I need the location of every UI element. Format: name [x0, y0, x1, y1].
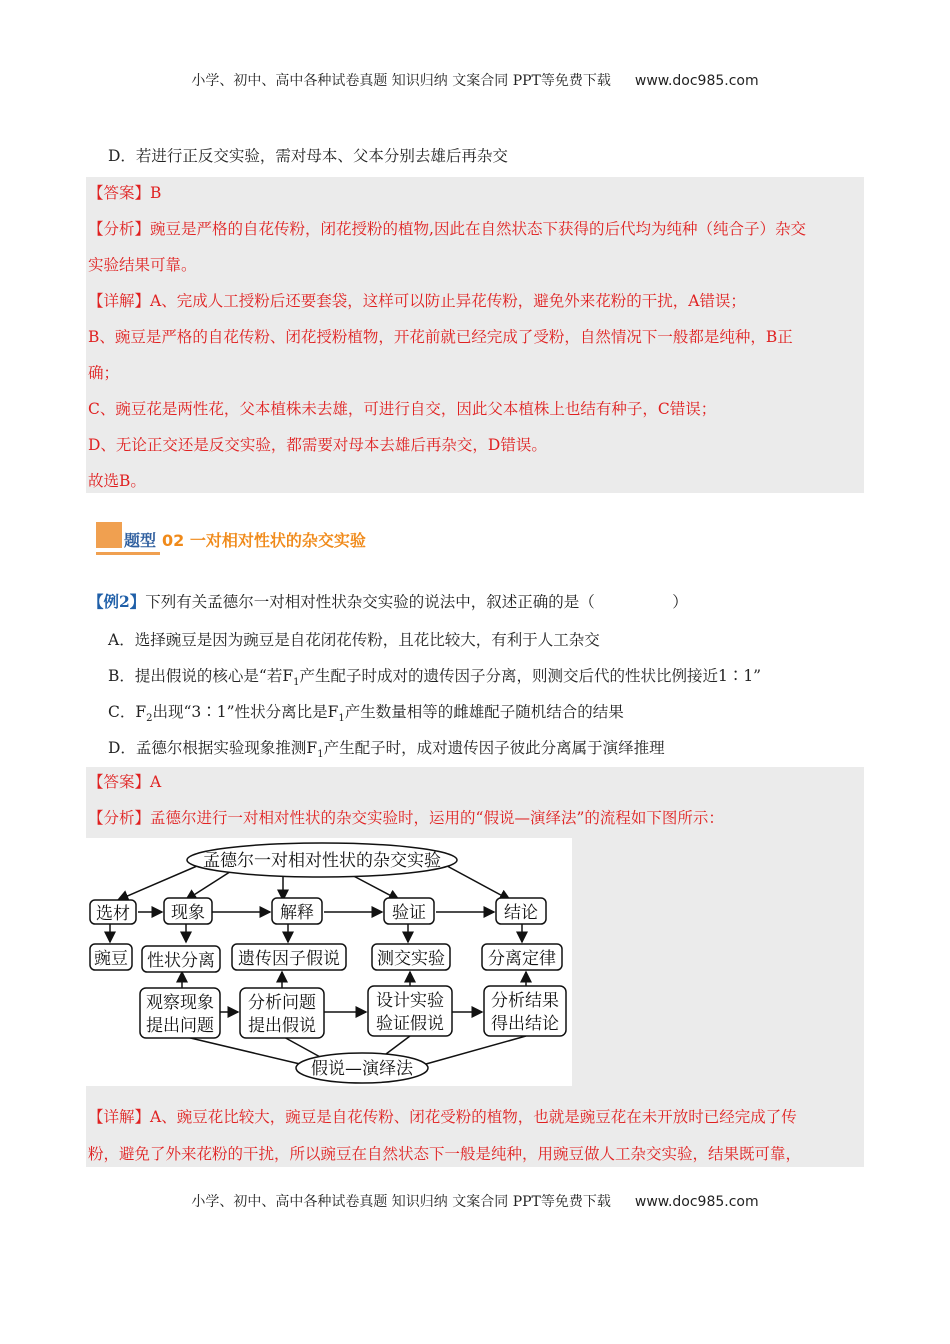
method-2-line1: 分析问题: [248, 993, 316, 1013]
detail-b: B、豌豆是严格的自花传粉、闭花授粉植物，开花前就已经完成了受粉，自然情况下一般都是纯种，B正: [88, 328, 793, 346]
q2-option-c: [108, 701, 624, 730]
q2-answer-tag: 【答案】: [88, 773, 151, 791]
q2-number: 【例2】: [88, 592, 146, 611]
section-marker: [96, 522, 122, 548]
q2-option-c-sub1: 2: [146, 713, 153, 725]
method-1-line1: 观察现象: [146, 993, 214, 1013]
step-2: 现象: [171, 903, 205, 923]
q2-option-d: [108, 737, 665, 766]
q2-stem: 下列有关孟德尔一对相对性状杂交实验的说法中，叙述正确的是（ ）: [145, 593, 688, 611]
q1-analysis-line: [88, 218, 806, 240]
q1-option-d: D．若进行正反交实验，需对母本、父本分别去雄后再杂交: [108, 147, 508, 165]
method-4-line1: 分析结果: [491, 991, 559, 1011]
q2-option-b: [108, 665, 761, 694]
q2-detail-tag: 【详解】: [88, 1108, 151, 1126]
page-header: [0, 70, 950, 90]
detail-tag: 【详解】: [88, 292, 151, 310]
result-3: 遗传因子假说: [238, 949, 340, 969]
q2-analysis-line: [88, 807, 724, 829]
q2-analysis-text: 孟德尔进行一对相对性状的杂交实验时，运用的“假说—演绎法”的流程如下图所示：: [150, 809, 724, 827]
q2-option-b-sub: 1: [293, 677, 300, 689]
result-2: 性状分离: [147, 951, 215, 971]
q2-option-d-post: 产生配子时，成对遗传因子彼此分离属于演绎推理: [323, 739, 665, 757]
section-underline: [96, 552, 160, 555]
method-2-line2: 提出假说: [248, 1016, 316, 1036]
detail-c: C、豌豆花是两性花，父本植株未去雄，可进行自交，因此父本植株上也结有种子，C错误；: [88, 400, 717, 418]
header-text: 小学、初中、高中各种试卷真题 知识归纳 文案合同 PPT等免费下载: [191, 73, 611, 89]
footer-url: www.doc985.com: [634, 1194, 759, 1210]
analysis-tag: 【分析】: [88, 220, 151, 238]
q2-analysis-tag: 【分析】: [88, 809, 151, 827]
diagram-title: 孟德尔一对相对性状的杂交实验: [203, 851, 441, 871]
step-3: 解释: [280, 903, 314, 923]
detail-b-cont: 确；: [88, 364, 120, 382]
result-5: 分离定律: [488, 949, 556, 969]
method-4-line2: 得出结论: [491, 1014, 559, 1034]
q2-answer-value: A: [150, 773, 162, 791]
method-3-line1: 设计实验: [376, 991, 444, 1011]
q2-option-b-pre: B．提出假说的核心是“若F: [108, 667, 294, 685]
q2-option-d-pre: D．孟德尔根据实验现象推测F: [108, 739, 318, 757]
result-4: 测交实验: [377, 949, 445, 969]
q2-option-c-pre: C．F: [108, 703, 147, 721]
q2-option-c-sub2: 1: [338, 713, 345, 725]
result-1: 豌豆: [94, 949, 128, 969]
step-4: 验证: [392, 903, 426, 923]
section-title: 02 一对相对性状的杂交实验: [162, 531, 366, 550]
answer-value: B: [150, 184, 162, 202]
section-tag: 题型: [124, 531, 157, 550]
flow-diagram: [86, 838, 572, 1086]
diagram-method-label: 假说—演绎法: [311, 1059, 413, 1079]
q2-option-a: A．选择豌豆是因为豌豆是自花闭花传粉，且花比较大，有利于人工杂交: [108, 631, 600, 649]
q2-detail-1: A、豌豆花比较大，豌豆是自花传粉、闭花受粉的植物，也就是豌豆花在未开放时已经完成了传: [150, 1108, 797, 1126]
q2-detail-2: 粉，避免了外来花粉的干扰，所以豌豆在自然状态下一般是纯种，用豌豆做人工杂交实验，结果既可靠，: [88, 1145, 802, 1163]
method-1-line2: 提出问题: [146, 1016, 214, 1036]
conclusion: 故选B。: [88, 472, 146, 490]
footer-text: 小学、初中、高中各种试卷真题 知识归纳 文案合同 PPT等免费下载: [191, 1194, 611, 1210]
analysis-text: 豌豆是严格的自花传粉，闭花授粉的植物,因此在自然状态下获得的后代均为纯种（纯合子）杂交: [150, 220, 806, 238]
q2-answer-line: [88, 771, 161, 793]
method-3-line2: 验证假说: [376, 1014, 444, 1034]
q1-analysis-cont: 实验结果可靠。: [88, 256, 197, 274]
q2-option-c-mid: 出现“3∶1”性状分离比是F: [152, 703, 339, 721]
step-5: 结论: [504, 903, 538, 923]
page-footer: [0, 1191, 950, 1211]
detail-a: A、完成人工授粉后还要套袋，这样可以防止异花传粉，避免外来花粉的干扰，A错误；: [150, 292, 746, 310]
answer-tag: 【答案】: [88, 184, 151, 202]
q1-answer-line: [88, 182, 161, 204]
q2-stem-line: [88, 591, 688, 613]
detail-d: D、无论正交还是反交实验，都需要对母本去雄后再杂交，D错误。: [88, 436, 547, 454]
flow-diagram-svg: [86, 838, 572, 1086]
header-url: www.doc985.com: [634, 73, 759, 89]
q2-option-b-post: 产生配子时成对的遗传因子分离，则测交后代的性状比例接近1∶1”: [299, 667, 762, 685]
q1-detail-line: [88, 290, 746, 312]
q2-detail-line: [88, 1106, 797, 1128]
q2-option-d-sub: 1: [317, 749, 324, 761]
step-1: 选材: [96, 904, 130, 924]
q2-option-c-post: 产生数量相等的雌雄配子随机结合的结果: [344, 703, 624, 721]
